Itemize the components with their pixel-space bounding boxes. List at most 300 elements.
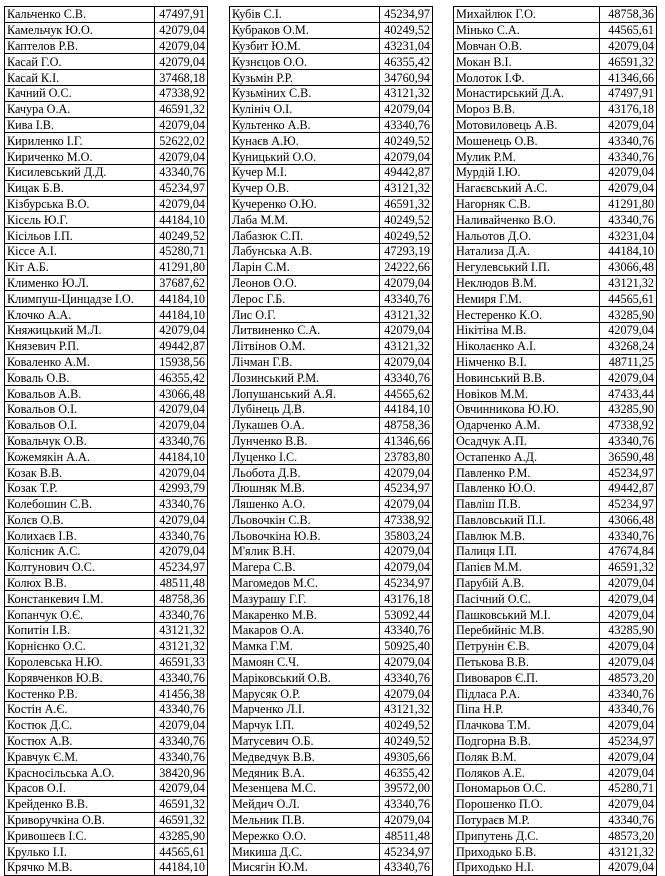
amount-value: 43121,32 xyxy=(380,702,433,718)
amount-value: 44565,61 xyxy=(600,291,657,307)
table-row xyxy=(454,496,657,512)
person-name: Приходько Б.В. xyxy=(454,844,600,860)
table-row xyxy=(230,812,433,828)
amount-value: 43340,76 xyxy=(380,623,433,639)
amount-value: 43121,32 xyxy=(380,85,433,101)
person-name: Колюх В.В. xyxy=(5,575,155,591)
person-name: Копанчук О.Є. xyxy=(5,607,155,623)
amount-value: 48711,25 xyxy=(600,354,657,370)
table-row xyxy=(454,575,657,591)
person-name: Палиця І.П. xyxy=(454,544,600,560)
table-row xyxy=(454,528,657,544)
amount-value: 45234,97 xyxy=(380,844,433,860)
amount-value: 37468,18 xyxy=(155,70,208,86)
amount-value: 42079,04 xyxy=(155,781,208,797)
person-name: Мейдич О.Л. xyxy=(230,796,380,812)
amount-value: 42079,04 xyxy=(155,401,208,417)
table-row xyxy=(454,623,657,639)
person-name: Немиря Г.М. xyxy=(454,291,600,307)
person-name: Нагорняк С.В. xyxy=(454,196,600,212)
person-name: Пасічний О.С. xyxy=(454,591,600,607)
table-row xyxy=(454,386,657,402)
amount-value: 43340,76 xyxy=(600,528,657,544)
amount-value: 44184,10 xyxy=(155,860,208,876)
table-row xyxy=(454,38,657,54)
person-name: Подгорна В.В. xyxy=(454,733,600,749)
amount-value: 42079,04 xyxy=(600,591,657,607)
table-row xyxy=(5,101,208,117)
amount-value: 36590,48 xyxy=(600,449,657,465)
amount-value: 42079,04 xyxy=(155,117,208,133)
amount-value: 43340,76 xyxy=(380,860,433,876)
amount-value: 43285,90 xyxy=(600,307,657,323)
table-row xyxy=(230,70,433,86)
amount-value: 42079,04 xyxy=(600,180,657,196)
amount-value: 46355,42 xyxy=(380,765,433,781)
person-name: Красов О.І. xyxy=(5,781,155,797)
person-name: Кіт А.Б. xyxy=(5,259,155,275)
amount-value: 43176,18 xyxy=(600,101,657,117)
person-name: Костенко Р.В. xyxy=(5,686,155,702)
person-name: Натализа Д.А. xyxy=(454,243,600,259)
table-row xyxy=(5,212,208,228)
amount-value: 40249,52 xyxy=(380,717,433,733)
amount-value: 43340,76 xyxy=(380,670,433,686)
table-row xyxy=(5,591,208,607)
table-row xyxy=(454,828,657,844)
person-name: Мороз В.В. xyxy=(454,101,600,117)
amount-value: 44565,61 xyxy=(155,844,208,860)
table-row xyxy=(5,386,208,402)
table-row xyxy=(5,812,208,828)
amount-value: 42079,04 xyxy=(600,654,657,670)
table-row xyxy=(230,496,433,512)
table-row xyxy=(230,591,433,607)
table-row xyxy=(454,354,657,370)
table-row xyxy=(5,370,208,386)
table-row xyxy=(454,85,657,101)
amount-value: 48511,48 xyxy=(155,575,208,591)
table-row xyxy=(454,544,657,560)
amount-value: 42079,04 xyxy=(600,575,657,591)
table-row xyxy=(230,623,433,639)
amount-value: 44184,10 xyxy=(155,212,208,228)
table-row xyxy=(454,812,657,828)
person-name: Криворучкіна О.В. xyxy=(5,812,155,828)
person-name: Лабунська А.В. xyxy=(230,243,380,259)
person-name: Остапенко А.Д. xyxy=(454,449,600,465)
person-name: Мезенцева М.С. xyxy=(230,781,380,797)
table-row xyxy=(230,860,433,876)
amount-value: 35803,24 xyxy=(380,528,433,544)
amount-value: 45234,97 xyxy=(600,465,657,481)
table-row xyxy=(5,860,208,876)
person-name: Підласа Р.А. xyxy=(454,686,600,702)
person-name: Лабазюк С.П. xyxy=(230,228,380,244)
table-row xyxy=(454,180,657,196)
person-name: Молоток І.Ф. xyxy=(454,70,600,86)
table-row xyxy=(454,401,657,417)
table-row xyxy=(230,259,433,275)
amount-value: 45234,97 xyxy=(155,559,208,575)
table-row xyxy=(454,670,657,686)
amount-value: 43340,76 xyxy=(600,433,657,449)
amount-value: 42079,04 xyxy=(155,54,208,70)
person-name: Клименко Ю.Л. xyxy=(5,275,155,291)
table-row xyxy=(5,781,208,797)
amount-value: 42079,04 xyxy=(155,38,208,54)
table-row xyxy=(454,733,657,749)
person-name: Леонов О.О. xyxy=(230,275,380,291)
amount-value: 43340,76 xyxy=(600,702,657,718)
names-table-column-2 xyxy=(229,6,433,876)
table-row xyxy=(230,291,433,307)
table-row xyxy=(230,781,433,797)
person-name: Мисягін Ю.М. xyxy=(230,860,380,876)
amount-value: 48758,36 xyxy=(155,591,208,607)
person-name: Медведчук В.В. xyxy=(230,749,380,765)
table-row xyxy=(230,243,433,259)
table-row xyxy=(5,480,208,496)
table-row xyxy=(230,702,433,718)
table-row xyxy=(454,164,657,180)
table-row xyxy=(5,717,208,733)
table-row xyxy=(454,149,657,165)
amount-value: 42079,04 xyxy=(600,322,657,338)
amount-value: 42079,04 xyxy=(600,796,657,812)
amount-value: 42079,04 xyxy=(155,544,208,560)
table-row xyxy=(230,654,433,670)
table-row xyxy=(5,686,208,702)
amount-value: 43176,18 xyxy=(380,591,433,607)
table-row xyxy=(5,38,208,54)
table-row xyxy=(5,22,208,38)
table-row xyxy=(454,717,657,733)
table-row xyxy=(230,338,433,354)
amount-value: 43340,76 xyxy=(600,812,657,828)
person-name: Порошенко П.О. xyxy=(454,796,600,812)
table-row xyxy=(454,259,657,275)
person-name: Магомедов М.С. xyxy=(230,575,380,591)
table-row xyxy=(5,196,208,212)
table-row xyxy=(230,528,433,544)
table-row xyxy=(230,638,433,654)
amount-value: 43340,76 xyxy=(155,496,208,512)
table-row xyxy=(454,559,657,575)
table-row xyxy=(5,401,208,417)
person-name: Мокан В.І. xyxy=(454,54,600,70)
amount-value: 42079,04 xyxy=(600,607,657,623)
person-name: Касай Г.О. xyxy=(5,54,155,70)
person-name: Лерос Г.Б. xyxy=(230,291,380,307)
table-row xyxy=(230,101,433,117)
table-row xyxy=(454,22,657,38)
amount-value: 46591,32 xyxy=(600,559,657,575)
table-row xyxy=(454,449,657,465)
amount-value: 40249,52 xyxy=(380,228,433,244)
person-name: Літвінов О.М. xyxy=(230,338,380,354)
table-row xyxy=(5,607,208,623)
table-row xyxy=(454,243,657,259)
amount-value: 43340,76 xyxy=(600,212,657,228)
person-name: Лукашев О.А. xyxy=(230,417,380,433)
person-name: Кісєль Ю.Г. xyxy=(5,212,155,228)
amount-value: 52622,02 xyxy=(155,133,208,149)
person-name: Камельчук Ю.О. xyxy=(5,22,155,38)
amount-value: 47497,91 xyxy=(600,85,657,101)
person-name: Нальотов Д.О. xyxy=(454,228,600,244)
amount-value: 42079,04 xyxy=(155,465,208,481)
table-row xyxy=(454,512,657,528)
amount-value: 43285,90 xyxy=(600,401,657,417)
person-name: Литвиненко С.А. xyxy=(230,322,380,338)
person-name: Петрунін Є.В. xyxy=(454,638,600,654)
amount-value: 44565,61 xyxy=(600,22,657,38)
person-name: Колісник А.С. xyxy=(5,544,155,560)
amount-value: 42079,04 xyxy=(600,765,657,781)
person-name: Лис О.Г. xyxy=(230,307,380,323)
person-name: Потураєв М.Р. xyxy=(454,812,600,828)
table-row xyxy=(5,117,208,133)
table-row xyxy=(230,133,433,149)
table-row xyxy=(5,180,208,196)
table-row xyxy=(454,607,657,623)
amount-value: 42079,04 xyxy=(600,860,657,876)
person-name: Касай К.І. xyxy=(5,70,155,86)
table-row xyxy=(230,322,433,338)
table-row xyxy=(454,638,657,654)
amount-value: 23783,80 xyxy=(380,449,433,465)
table-row xyxy=(230,575,433,591)
amount-value: 47433,44 xyxy=(600,386,657,402)
person-name: Лубінець Д.В. xyxy=(230,401,380,417)
table-row xyxy=(230,228,433,244)
table-row xyxy=(5,575,208,591)
person-name: Ларін С.М. xyxy=(230,259,380,275)
person-name: Кунаєв А.Ю. xyxy=(230,133,380,149)
table-row xyxy=(230,480,433,496)
person-name: Кравчук Є.М. xyxy=(5,749,155,765)
person-name: Нестеренко К.О. xyxy=(454,307,600,323)
person-name: Кузьміних С.В. xyxy=(230,85,380,101)
table-row xyxy=(230,465,433,481)
person-name: Мамоян С.Ч. xyxy=(230,654,380,670)
table-row xyxy=(454,70,657,86)
table-row xyxy=(454,101,657,117)
person-name: Констанкевич І.М. xyxy=(5,591,155,607)
person-name: Кучер О.В. xyxy=(230,180,380,196)
person-name: Колебошин С.В. xyxy=(5,496,155,512)
person-name: Нікітіна М.В. xyxy=(454,322,600,338)
person-name: Костін А.Є. xyxy=(5,702,155,718)
amount-value: 49305,66 xyxy=(380,749,433,765)
table-row xyxy=(230,544,433,560)
table-row xyxy=(454,54,657,70)
person-name: Неклюдов В.М. xyxy=(454,275,600,291)
table-row xyxy=(5,828,208,844)
table-row xyxy=(454,228,657,244)
person-name: Колтунович О.С. xyxy=(5,559,155,575)
amount-value: 43066,48 xyxy=(600,512,657,528)
table-row xyxy=(5,7,208,23)
person-name: Красносільська А.О. xyxy=(5,765,155,781)
person-name: Мулик Р.М. xyxy=(454,149,600,165)
person-name: Кубів С.І. xyxy=(230,7,380,23)
table-row xyxy=(454,117,657,133)
table-row xyxy=(5,259,208,275)
person-name: Приходько Н.І. xyxy=(454,860,600,876)
person-name: Кожемякін А.А. xyxy=(5,449,155,465)
table-row xyxy=(230,7,433,23)
amount-value: 42079,04 xyxy=(600,117,657,133)
person-name: Кузнєцов О.О. xyxy=(230,54,380,70)
person-name: Кіссе А.І. xyxy=(5,243,155,259)
table-row xyxy=(5,544,208,560)
amount-value: 43066,48 xyxy=(155,386,208,402)
person-name: Плачкова Т.М. xyxy=(454,717,600,733)
table-row xyxy=(454,133,657,149)
amount-value: 45234,97 xyxy=(600,733,657,749)
person-name: Мельник П.В. xyxy=(230,812,380,828)
table-row xyxy=(230,670,433,686)
person-name: Михайлюк Г.О. xyxy=(454,7,600,23)
amount-value: 42079,04 xyxy=(600,717,657,733)
table-row xyxy=(230,370,433,386)
table-row xyxy=(454,749,657,765)
person-name: Мережко О.О. xyxy=(230,828,380,844)
person-name: Павленко Ю.О. xyxy=(454,480,600,496)
amount-value: 38420,96 xyxy=(155,765,208,781)
person-name: Кириченко М.О. xyxy=(5,149,155,165)
person-name: Негулевський І.П. xyxy=(454,259,600,275)
table-row xyxy=(5,291,208,307)
amount-value: 43340,76 xyxy=(155,433,208,449)
amount-value: 42079,04 xyxy=(380,496,433,512)
amount-value: 48511,48 xyxy=(380,828,433,844)
amount-value: 46591,32 xyxy=(155,796,208,812)
person-name: Поляков А.Е. xyxy=(454,765,600,781)
amount-value: 42079,04 xyxy=(155,322,208,338)
amount-value: 43121,32 xyxy=(155,638,208,654)
person-name: Кулініч О.І. xyxy=(230,101,380,117)
table-row xyxy=(5,844,208,860)
amount-value: 42079,04 xyxy=(600,638,657,654)
person-name: Культенко А.В. xyxy=(230,117,380,133)
amount-value: 45280,71 xyxy=(155,243,208,259)
table-row xyxy=(454,322,657,338)
person-name: Петькова В.В. xyxy=(454,654,600,670)
table-row xyxy=(454,433,657,449)
table-row xyxy=(230,433,433,449)
person-name: Пономарьов О.С. xyxy=(454,781,600,797)
person-name: Колєв О.В. xyxy=(5,512,155,528)
table-row xyxy=(230,796,433,812)
table-row xyxy=(230,212,433,228)
amount-value: 40249,52 xyxy=(380,212,433,228)
table-row xyxy=(5,654,208,670)
table-row xyxy=(5,528,208,544)
person-name: Мамка Г.М. xyxy=(230,638,380,654)
table-row xyxy=(5,54,208,70)
amount-value: 40249,52 xyxy=(380,733,433,749)
person-name: Мінько С.А. xyxy=(454,22,600,38)
person-name: Лічман Г.В. xyxy=(230,354,380,370)
table-row xyxy=(454,591,657,607)
table-row xyxy=(454,417,657,433)
amount-value: 42079,04 xyxy=(380,686,433,702)
table-row xyxy=(5,70,208,86)
amount-value: 24222,66 xyxy=(380,259,433,275)
person-name: Ковальов О.І. xyxy=(5,401,155,417)
person-name: Кузьмін Р.Р. xyxy=(230,70,380,86)
table-row xyxy=(230,559,433,575)
table-row xyxy=(454,7,657,23)
table-row xyxy=(454,765,657,781)
amount-value: 43231,04 xyxy=(600,228,657,244)
amount-value: 42079,04 xyxy=(600,164,657,180)
person-name: Ляшенко А.О. xyxy=(230,496,380,512)
table-row xyxy=(230,417,433,433)
amount-value: 42079,04 xyxy=(600,749,657,765)
amount-value: 47338,92 xyxy=(155,85,208,101)
amount-value: 53092,44 xyxy=(380,607,433,623)
person-name: Нагаєвський А.С. xyxy=(454,180,600,196)
table-row xyxy=(5,322,208,338)
amount-value: 42079,04 xyxy=(380,149,433,165)
person-name: Крулько І.І. xyxy=(5,844,155,860)
amount-value: 43340,76 xyxy=(600,149,657,165)
table-row xyxy=(454,307,657,323)
person-name: Королевська Н.Ю. xyxy=(5,654,155,670)
table-row xyxy=(230,180,433,196)
amount-value: 47293,19 xyxy=(380,243,433,259)
amount-value: 49442,87 xyxy=(155,338,208,354)
person-name: Каптелов Р.В. xyxy=(5,38,155,54)
amount-value: 43340,76 xyxy=(600,686,657,702)
amount-value: 48758,36 xyxy=(600,7,657,23)
person-name: Корявченков Ю.В. xyxy=(5,670,155,686)
table-row xyxy=(454,465,657,481)
table-row xyxy=(5,702,208,718)
amount-value: 42079,04 xyxy=(380,465,433,481)
amount-value: 40249,52 xyxy=(380,22,433,38)
person-name: Маріковський О.В. xyxy=(230,670,380,686)
amount-value: 42079,04 xyxy=(380,654,433,670)
person-name: Макаров О.А. xyxy=(230,623,380,639)
amount-value: 43340,76 xyxy=(380,291,433,307)
table-row xyxy=(5,338,208,354)
person-name: Микиша Д.С. xyxy=(230,844,380,860)
table-row xyxy=(5,496,208,512)
person-name: Козак В.В. xyxy=(5,465,155,481)
person-name: Мазурашу Г.Г. xyxy=(230,591,380,607)
table-row xyxy=(454,860,657,876)
person-name: Кива І.В. xyxy=(5,117,155,133)
person-name: Кізбурська В.О. xyxy=(5,196,155,212)
table-row xyxy=(230,307,433,323)
amount-value: 42079,04 xyxy=(155,149,208,165)
amount-value: 42079,04 xyxy=(600,38,657,54)
amount-value: 41291,80 xyxy=(155,259,208,275)
table-row xyxy=(5,133,208,149)
person-name: Піпа Н.Р. xyxy=(454,702,600,718)
person-name: Качура О.А. xyxy=(5,101,155,117)
amount-value: 44184,10 xyxy=(155,307,208,323)
person-name: Льобота Д.В. xyxy=(230,465,380,481)
table-row xyxy=(454,796,657,812)
person-name: Монастирський Д.А. xyxy=(454,85,600,101)
amount-value: 44184,10 xyxy=(380,401,433,417)
